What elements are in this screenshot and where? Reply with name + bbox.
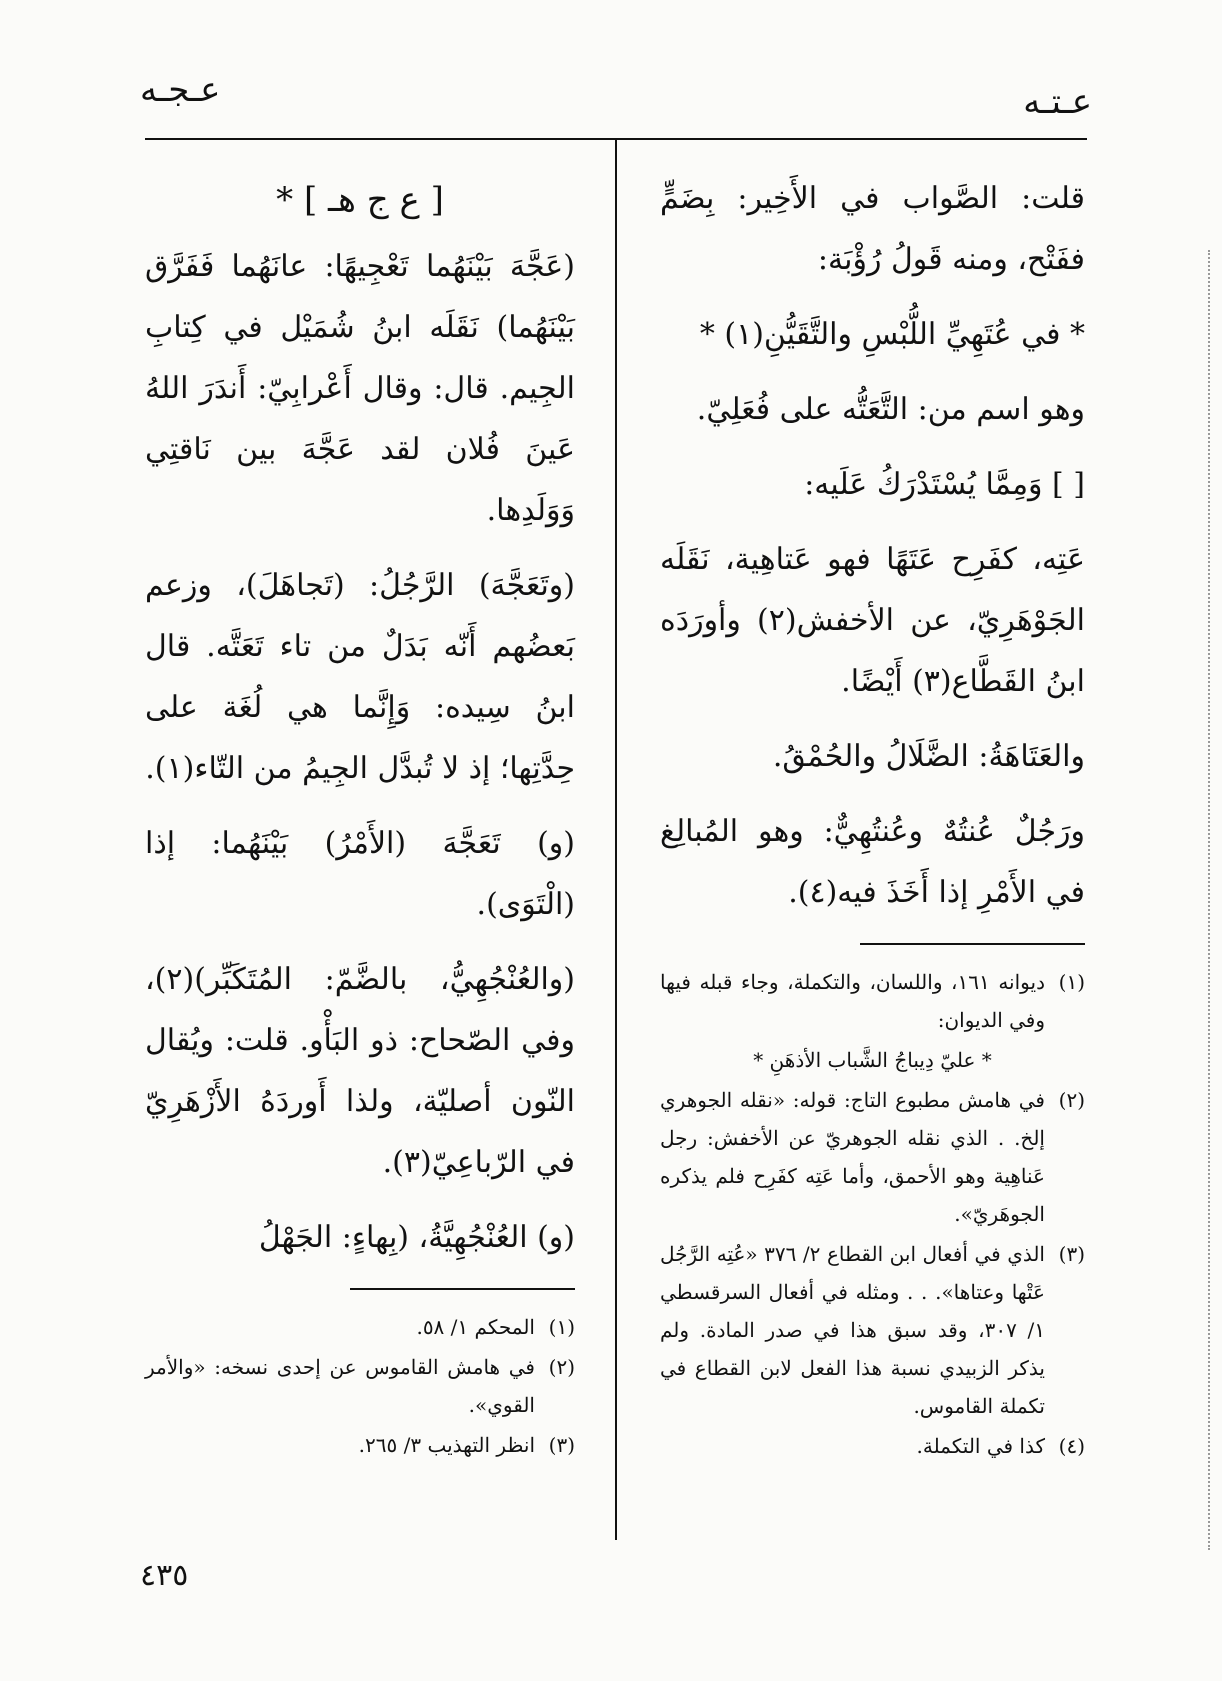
footnote-text: انظر التهذيب ٣/ ٢٦٥. (358, 1433, 535, 1457)
footnote-text: كذا في التكملة. (916, 1434, 1045, 1458)
footnote-text: في هامش القاموس عن إحدى نسخه: «والأمر القوي». (145, 1355, 535, 1417)
footnote-number: (٢) (548, 1355, 575, 1379)
footnote (145, 1426, 575, 1464)
footnote-number: (١) (548, 1315, 575, 1339)
paragraph: [ ] وَمِمَّا يُسْتَدْرَكُ عَلَيه: (804, 467, 1085, 502)
footnote-number: (٤) (1058, 1434, 1085, 1458)
verse-line: * في عُتَهِيِّ اللُّبْسِ والتَّقَيُّنِ(١) * (699, 317, 1085, 352)
right-column-body (660, 168, 1085, 923)
footnote (660, 1235, 1085, 1425)
paragraph: ورَجُلٌ عُنتُهٌ وعُنتُهِيٌّ: وهو المُبالِغ في الأَمْرِ إذا أَخَذَ فيه(٤). (660, 814, 1085, 910)
footnote-verse: * عليّ دِيباجُ الشَّباب الأذهَنِ * (753, 1048, 992, 1072)
paragraph: (وتَعَجَّهَ) الرَّجُلُ: (تَجاهَلَ)، وزعم بَعضُهم أَنّه بَدَلٌ من تاء تَعَتَّه. قال ابنُ سِيده: وَإِنَّما هي لُغَة على حِدَّتِها؛ إذ لا تُبدَّل الجِيمُ من التّاء(١). (145, 568, 575, 786)
footnote (145, 1308, 575, 1346)
left-column-body (145, 168, 575, 1268)
footnote (145, 1348, 575, 1424)
footnote-rule (350, 1288, 575, 1290)
paragraph: (و) تَعَجَّهَ (الأَمْرُ) بَيْنَهُما: إذا (الْتَوَى). (145, 826, 575, 922)
footnote-number: (١) (1058, 970, 1085, 994)
right-footnotes (660, 963, 1085, 1465)
header-left-title: عـجـه (140, 70, 221, 110)
footnote-text: في هامش مطبوع التاج: قوله: «نقله الجوهري إلخ. . الذي نقله الجوهريّ عن الأخفش: رجل عَناهِية وهو الأحمق، وأما عَتِه كفَرِح فلم يذكره الجوهَريّ». (660, 1088, 1045, 1226)
footnote-number: (٢) (1058, 1088, 1085, 1112)
left-column (145, 168, 575, 1466)
footnote-rule (860, 943, 1085, 945)
paragraph: (و) العُنْجُهِيَّةُ، (بِهاءٍ: الجَهْلُ (258, 1220, 575, 1255)
paragraph: والعَتَاهَةُ: الضَّلَالُ والحُمْقُ. (772, 739, 1085, 774)
paragraph: عَتِه، كفَرِح عَتَهًا فهو عَتاهِية، نَقَلَه الجَوْهَرِيّ، عن الأخفش(٢) وأورَدَه ابنُ القَطَّاع(٣) أَيْضًا. (660, 542, 1085, 699)
footnote-text: الذي في أفعال ابن القطاع ٢/ ٣٧٦ «عُتِه الرَّجُل عَتْها وعتاها». . . ومثله في أفعال السرقسطي ١/ ٣٠٧، وقد سبق هذا في صدر المادة. ولم يذكر الزبيدي نسبة هذا الفعل لابن القطاع في تكملة القاموس. (660, 1242, 1045, 1418)
paragraph: (عَجَّهَ بَيْنَهُما تَعْجِيهًا: عانَهُما فَفَرَّق بَيْنَهُما) نَقَلَه ابنُ شُمَيْل في كِتابِ الجِيم. قال: وقال أَعْرابِيّ: أَندَرَ اللهُ عَينَ فُلان لقد عَجَّهَ بين نَاقتِي وَوَلَدِها. (145, 249, 575, 528)
left-footnotes (145, 1308, 575, 1464)
page-number: ٤٣٥ (140, 1558, 189, 1593)
paragraph: قلت: الصَّواب في الأَخِير: بِضَمٍّ ففَتْح، ومنه قَولُ رُؤْبَة: (660, 181, 1085, 277)
footnote-number: (٣) (548, 1433, 575, 1457)
footnote-text: ديوانه ١٦١، واللسان، والتكملة، وجاء قبله فيها وفي الديوان: (660, 970, 1045, 1032)
right-column (660, 168, 1085, 1467)
footnote-number: (٣) (1058, 1242, 1085, 1266)
scan-edge-dots (1208, 250, 1212, 1550)
footnote (660, 1081, 1085, 1233)
paragraph: وهو اسم من: التَّعَتُّه على فُعَلِيّ. (696, 392, 1085, 427)
header-right-title: عـتـه (1023, 82, 1092, 122)
column-divider (615, 140, 617, 1540)
paragraph: (والعُنْجُهِيُّ، بالضَّمّ: المُتَكَبِّر)(٢)، وفي الصّحاح: ذو البَأْو. قلت: ويُقال النّون أصليّة، ولذا أَوردَهُ الأَزْهَرِيّ في الرّباعِيّ(٣). (145, 962, 575, 1180)
entry-heading: [ ع ج هـ ] * (276, 180, 444, 220)
footnote (660, 1427, 1085, 1465)
footnote (660, 963, 1085, 1039)
footnote-text: المحكم ١/ ٥٨. (416, 1315, 535, 1339)
